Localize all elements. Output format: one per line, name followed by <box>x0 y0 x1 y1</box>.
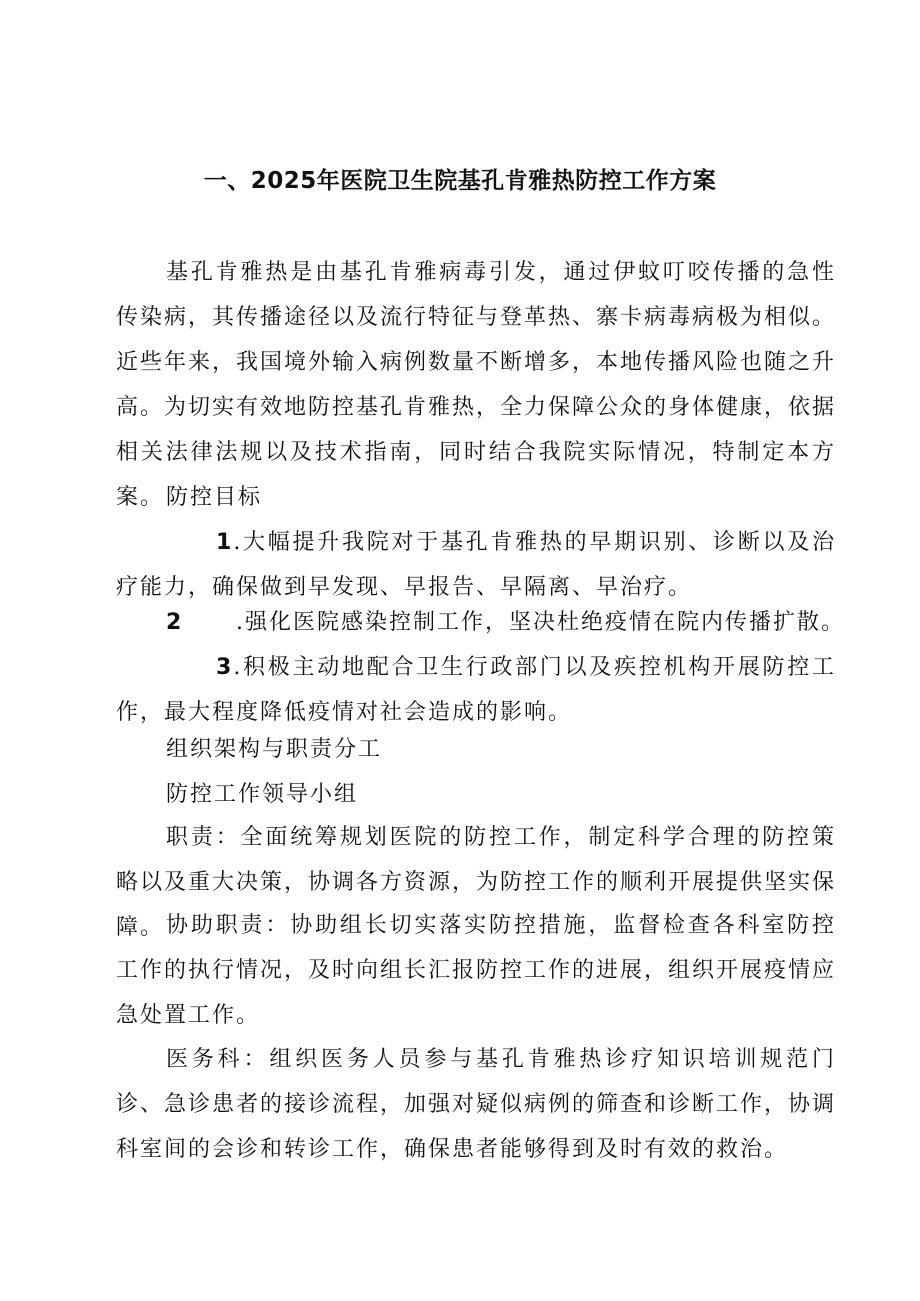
goal-text-3: .积极主动地配合卫生行政部门以及疾控机构开展防控工作，最大程度降低疫情对社会造成的影响。 <box>116 655 836 725</box>
assist-duty-paragraph: 协助职责：协助组长切实落实防控措施，监督检查各科室防控工作的执行情况，及时向组长汇报防控工作的进展，组织开展疫情应急处置工作。 <box>116 913 837 1028</box>
medical-dept-paragraph: 医务科：组织医务人员参与基孔肯雅热诊疗知识培训规范门诊、急诊患者的接诊流程，加强对疑似病例的筛查和诊断工作，协调科室间的会诊和转诊工作，确保患者能够得到及时有效的救治。 <box>116 1047 837 1162</box>
goal-item-3 <box>116 645 836 735</box>
goal-text-1: .大幅提升我院对于基孔肯雅热的早期识别、诊断以及治疗能力，确保做到早发现、早报告、早隔离、早治疗。 <box>116 530 836 600</box>
section-heading-goals: 防控目标 <box>166 485 263 510</box>
goal-item-1 <box>116 520 836 610</box>
goal-item-2 <box>166 600 886 645</box>
section-heading-org: 组织架构与职责分工 <box>166 737 383 762</box>
duty-paragraph: 职责：全面统筹规划医院的防控工作，制定科学合理的防控策略以及重大决策，协调各方资源，为防控工作的顺利开展提供坚实保障。 <box>116 825 837 940</box>
goal-number-2: 2 <box>166 610 184 635</box>
section-heading-group: 防控工作领导小组 <box>166 782 359 807</box>
goal-number-3: 3 <box>216 655 234 680</box>
intro-paragraph: 基孔肯雅热是由基孔肯雅病毒引发，通过伊蚊叮咬传播的急性传染病，其传播途径以及流行特征与登革热、寨卡病毒病极为相似。近些年来，我国境外输入病例数量不断增多，本地传播风险也随之升高。为切实有效地防控基孔肯雅热，全力保障公众的身体健康，依据相关法律法规以及技术指南，同时结合我院实际情况，特制定本方案。 <box>116 260 837 510</box>
document-title: 一、2025年医院卫生院基孔肯雅热防控工作方案 <box>203 168 717 194</box>
goal-number-1: 1 <box>216 530 234 555</box>
goal-text-2: .强化医院感染控制工作，坚决杜绝疫情在院内传播扩散。 <box>236 610 845 635</box>
